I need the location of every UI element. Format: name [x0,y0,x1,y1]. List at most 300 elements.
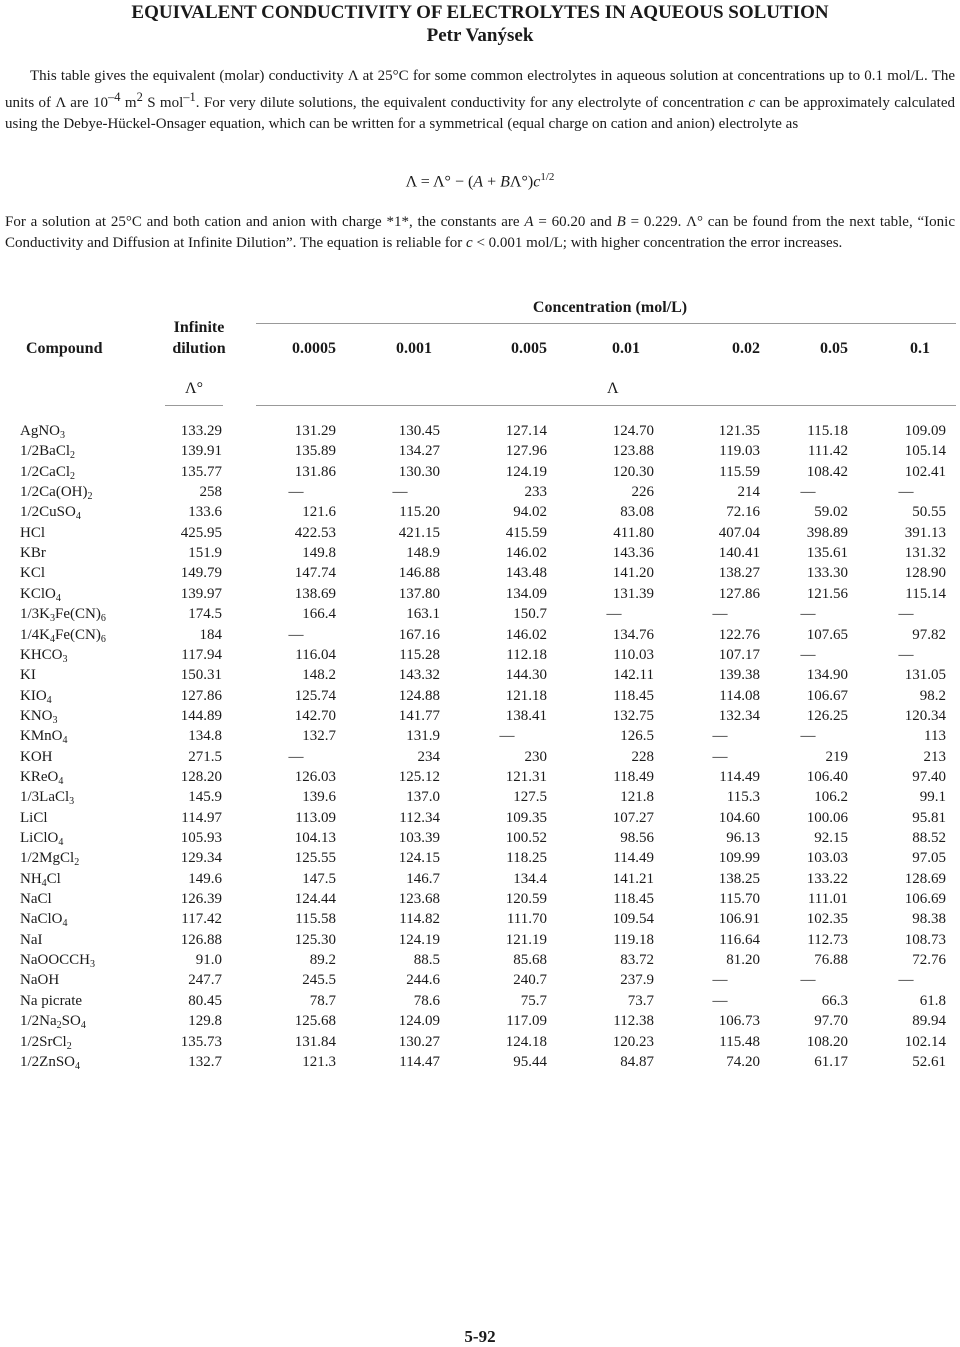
cell-value: 121.6 [302,504,336,521]
cell-value: 146.88 [398,565,440,582]
compound-name: NaOH [20,972,60,989]
cell-value: 124.44 [294,891,336,908]
cell-value: 81.20 [726,952,760,969]
cell-value: 126.03 [294,768,336,785]
cell-value: 141.77 [398,707,440,724]
cell-value: 97.05 [912,850,946,867]
cell-value: 98.38 [912,911,946,928]
compound-name: NaClO$_4$ [20,911,68,930]
cell-value: — [712,728,728,745]
col-header-0: 0.0005 [292,340,336,357]
cell-value: 143.32 [398,667,440,684]
table-row [0,706,960,726]
author-name: Petr Vanýsek [426,25,534,46]
cell-value: 114.82 [399,911,440,928]
cell-value: 89.2 [309,952,336,969]
table-row [0,502,960,522]
cell-infinite-dilution: 149.79 [180,565,222,582]
cell-value: — [898,484,914,501]
cell-value: 121.3 [302,1053,336,1070]
cell-value: 112.34 [399,809,440,826]
compound-name: Na picrate [20,992,83,1009]
compound-name: KReO$_4$ [20,768,64,787]
cell-value: 124.88 [398,687,440,704]
cell-value: 422.53 [294,524,336,541]
cell-value: 142.11 [613,667,654,684]
debye-huckel-equation [0,171,960,191]
cell-value: 121.31 [505,768,547,785]
intro-exponent-1: –4 [108,90,121,104]
table-row [0,462,960,482]
compound-name: 1/2CuSO$_4$ [20,504,81,523]
cell-value: 147.74 [294,565,336,582]
equation-exponent: 1/2 [540,171,555,183]
table-row [0,625,960,645]
cell-value: 134.27 [398,443,440,460]
table-row [0,767,960,787]
cell-value: 115.14 [905,585,946,602]
cell-value: 111.42 [807,443,848,460]
cell-value: 124.70 [612,423,654,439]
cell-infinite-dilution: 132.7 [188,1053,222,1070]
cell-value: 230 [524,748,547,765]
cell-value: 421.15 [398,524,440,541]
cell-value: 121.8 [620,789,654,806]
compound-name: LiClO$_4$ [20,830,64,848]
cell-value: 61.8 [919,992,946,1009]
cell-value: 130.30 [398,463,440,480]
cell-value: 143.48 [505,565,547,582]
cell-value: 142.70 [294,707,336,724]
compound-name: $1/3K_3Fe(CN)_6$ [20,606,106,625]
cell-value: 109.09 [904,423,946,439]
cell-value: 95.81 [912,809,946,826]
equation-var-c: c [533,173,541,191]
cell-value: 88.5 [413,952,440,969]
cell-value: 114.49 [719,768,760,785]
cell-value: 134.76 [612,626,654,643]
constants-text-3: = 60.20 and [533,214,617,230]
cell-value: 127.5 [513,789,547,806]
cell-value: 97.40 [912,768,946,785]
cell-value: 111.01 [807,891,848,908]
cell-value: 115.28 [399,646,440,663]
cell-value: — [499,728,515,745]
cell-value: — [898,972,914,989]
cell-value: 97.70 [814,1013,848,1030]
compound-name: NaCl [20,891,52,908]
cell-value: — [898,646,914,663]
document-title-block [0,0,960,47]
table-row [0,441,960,461]
intro-text-2: m [120,95,137,111]
cell-value: 102.35 [806,911,848,928]
cell-value: 75.7 [520,992,547,1009]
cell-value: 89.94 [912,1013,946,1030]
table-row [0,563,960,583]
cell-value: 124.18 [505,1033,547,1050]
cell-infinite-dilution: 80.45 [188,992,222,1009]
cell-value: 228 [631,748,654,765]
cell-value: 50.55 [912,504,946,521]
cell-infinite-dilution: 114.97 [181,809,222,826]
cell-value: 118.49 [613,768,654,785]
cell-value: 120.30 [612,463,654,480]
intro-text-1: This table gives the equivalent (molar) conductivity Λ at 25°C for some common electrolytes in aqueous solution at concentrations up to 0.1 mol/L. The units of Λ are 10 [5,68,955,111]
cell-value: 100.52 [505,830,547,846]
cell-value: 244.6 [406,972,440,989]
cell-value: 125.55 [294,850,336,867]
table-row [0,930,960,950]
cell-value: 131.05 [904,667,946,684]
table-row [0,1032,960,1052]
cell-value: — [392,484,408,501]
compound-name: 1/2CaCl$_2$ [20,463,76,482]
cell-value: — [606,606,622,623]
cell-value: 125.74 [294,687,336,704]
col-header-4: 0.02 [732,340,760,357]
cell-infinite-dilution: 129.34 [180,850,222,867]
lambda-rule [256,405,956,406]
cell-value: 95.44 [513,1053,547,1070]
cell-value: 105.14 [904,443,946,460]
cell-value: 59.02 [814,504,848,521]
infinite-header-line2: dilution [172,340,226,357]
table-row [0,543,960,563]
page-title: EQUIVALENT CONDUCTIVITY OF ELECTROLYTES IN AQUEOUS SOLUTION [131,2,829,23]
intro-text-4: . For very dilute solutions, the equivalent conductivity for any electrolyte of concentration [195,95,749,111]
cell-value: 99.1 [919,789,946,806]
cell-value: 139.6 [302,789,336,806]
compound-name: NaOOCCH$_3$ [20,952,95,971]
cell-value: 104.13 [294,830,336,846]
cell-value: 139.38 [718,667,760,684]
cell-value: 102.41 [904,463,946,480]
cell-infinite-dilution: 91.0 [195,952,222,969]
cell-value: 113.09 [295,809,336,826]
compound-name: KOH [20,748,53,765]
cell-infinite-dilution: 144.89 [180,707,222,724]
compound-name: KMnO$_4$ [20,728,68,747]
cell-value: — [288,626,304,643]
cell-value: 240.7 [513,972,547,989]
cell-value: 128.69 [904,870,946,887]
cell-value: 108.42 [806,463,848,480]
cell-value: 123.88 [612,443,654,460]
compound-name: $KIO_4$ [20,687,52,706]
cell-infinite-dilution: 150.31 [180,667,222,684]
cell-value: 114.08 [719,687,760,704]
cell-value: 123.68 [398,891,440,908]
cell-value: 115.70 [719,891,760,908]
compound-name: KCl [20,565,46,582]
cell-value: 124.09 [398,1013,440,1030]
cell-value: 112.18 [506,646,547,663]
cell-value: 137.80 [398,585,440,602]
cell-value: 114.49 [613,850,654,867]
cell-infinite-dilution: 139.91 [180,443,222,460]
cell-value: 128.90 [904,565,946,582]
compound-name: NaI [20,931,43,948]
cell-infinite-dilution: 133.29 [180,423,222,439]
lambda-symbol: Λ [607,380,619,397]
cell-value: 106.67 [806,687,848,704]
table-row [0,1052,960,1072]
cell-value: 120.23 [612,1033,654,1050]
intro-paragraph [5,66,955,135]
col-header-1: 0.001 [396,340,432,357]
cell-value: 132.75 [612,707,654,724]
cell-value: 398.89 [806,524,848,541]
cell-value: 411.80 [613,524,654,541]
table-row [0,1011,960,1031]
cell-value: 78.7 [309,992,336,1009]
constants-variable-c: c [466,235,473,251]
cell-value: 109.99 [718,850,760,867]
cell-value: 121.18 [505,687,547,704]
constants-charge: *1* [386,214,409,230]
cell-value: 114.47 [399,1053,440,1070]
compound-name: 1/3LaCl$_3$ [20,789,75,808]
cell-value: 73.7 [627,992,654,1009]
cell-value: 146.02 [505,545,547,562]
cell-value: 146.7 [406,870,440,887]
compound-name: KBr [20,545,46,562]
cell-value: 130.27 [398,1033,440,1050]
cell-value: 131.9 [406,728,440,745]
cell-value: 110.03 [613,646,654,663]
compound-name: $1/4K_4Fe(CN)_6$ [20,626,106,645]
intro-variable-c: c [748,95,756,111]
cell-value: 130.45 [398,423,440,439]
cell-infinite-dilution: 128.20 [180,768,222,785]
table-row [0,686,960,706]
cell-value: 111.70 [506,911,547,928]
cell-infinite-dilution: 174.5 [188,606,222,623]
cell-value: 116.64 [719,931,760,948]
cell-value: 117.09 [506,1013,547,1030]
cell-value: — [712,748,728,765]
cell-value: 131.29 [294,423,336,439]
cell-value: 140.41 [718,545,760,562]
cell-value: 121.35 [718,423,760,439]
lambda0-symbol: Λ° [185,380,203,397]
cell-value: 135.89 [294,443,336,460]
compound-name: LiCl [20,809,48,826]
cell-value: — [288,484,304,501]
cell-infinite-dilution: 135.77 [180,463,222,480]
cell-value: 119.18 [613,931,654,948]
constants-text-1: For a solution at 25°C and both cation and anion with charge [5,214,387,230]
cell-value: 245.5 [302,972,336,989]
cell-value: 163.1 [406,606,440,623]
cell-value: 213 [923,748,946,765]
cell-value: 94.02 [513,504,547,521]
cell-value: 233 [524,484,547,501]
table-row [0,869,960,889]
cell-value: — [800,606,816,623]
cell-value: 106.69 [904,891,946,908]
table-row [0,482,960,502]
concentration-header-rule [256,323,956,324]
cell-infinite-dilution: 127.86 [180,687,222,704]
cell-value: 109.54 [612,911,654,928]
cell-value: 72.76 [912,952,946,969]
cell-value: 144.30 [505,667,547,684]
cell-value: 143.36 [612,545,654,562]
cell-value: 72.16 [726,504,760,521]
cell-value: 131.32 [904,545,946,562]
cell-value: 78.6 [413,992,440,1009]
cell-value: 126.5 [620,728,654,745]
cell-value: 115.3 [726,789,760,806]
table-row [0,645,960,665]
cell-value: 415.59 [505,524,547,541]
cell-value: 113 [924,728,946,745]
cell-value: 131.86 [294,463,336,480]
cell-value: 92.15 [814,830,848,846]
page-number: 5-92 [464,1327,496,1346]
infinite-header-line1: Infinite [173,319,225,336]
cell-infinite-dilution: 129.8 [188,1013,222,1030]
cell-value: 214 [737,484,760,501]
cell-value: — [800,484,816,501]
constants-b: B [616,214,626,230]
cell-value: 149.8 [302,545,336,562]
cell-infinite-dilution: 184 [199,626,222,643]
cell-value: 76.88 [814,952,848,969]
cell-value: 125.30 [294,931,336,948]
cell-value: — [712,992,728,1009]
cell-value: 150.7 [513,606,547,623]
cell-value: 234 [417,748,440,765]
cell-value: 147.5 [302,870,336,887]
cell-infinite-dilution: 126.39 [180,891,222,908]
cell-infinite-dilution: 258 [199,484,222,501]
cell-value: — [800,646,816,663]
cell-value: 137.0 [406,789,440,806]
constants-text-4: = 0.229. Λ° can be found from the next table, “Ionic Conductivity and Diffusion at Infinite Dilution”. The equation is reliable for [5,214,955,251]
cell-infinite-dilution: 425.95 [180,524,222,541]
compound-name: 1/2BaCl$_2$ [20,443,76,462]
intro-exponent-3: –1 [183,90,196,104]
table-row [0,726,960,746]
cell-value: 226 [631,484,654,501]
cell-value: 98.56 [620,830,654,846]
cell-value: 125.68 [294,1013,336,1030]
cell-value: 98.2 [919,687,946,704]
table-row [0,421,960,441]
cell-value: 134.90 [806,667,848,684]
lambda0-rule [165,405,223,406]
concentration-header: Concentration (mol/L) [532,299,688,316]
table-row [0,523,960,543]
equation-lhs: Λ = Λ° − ( [405,173,474,191]
compound-name: $KNO_3$ [20,707,58,726]
cell-value: 131.84 [294,1033,336,1050]
cell-value: 120.59 [505,891,547,908]
table-row [0,808,960,828]
compound-name: 1/2MgCl$_2$ [20,850,80,869]
cell-value: 115.20 [399,504,440,521]
cell-value: 146.02 [505,626,547,643]
cell-value: 237.9 [620,972,654,989]
col-header-2: 0.005 [511,340,547,357]
cell-value: 219 [825,748,848,765]
cell-value: 133.30 [806,565,848,582]
cell-value: 148.9 [406,545,440,562]
cell-value: 148.2 [302,667,336,684]
cell-value: 97.82 [912,626,946,643]
cell-value: 83.08 [620,504,654,521]
equation-const-b: B [500,173,510,191]
cell-value: 138.41 [505,707,547,724]
table-row [0,970,960,990]
compound-name: HCl [20,524,46,541]
cell-value: 84.87 [620,1053,654,1070]
col-header-6: 0.1 [910,340,930,357]
cell-value: 112.73 [807,931,848,948]
compound-name: 1/2ZnSO$_4$ [20,1053,81,1072]
table-row [0,950,960,970]
cell-value: 135.61 [806,545,848,562]
cell-value: 119.03 [719,443,760,460]
constants-paragraph [5,212,955,254]
cell-value: 85.68 [513,952,547,969]
cell-value: 106.91 [718,911,760,928]
cell-value: 115.59 [719,463,760,480]
cell-infinite-dilution: 247.7 [188,972,222,989]
cell-value: — [800,728,816,745]
col-header-5: 0.05 [820,340,848,357]
cell-value: 108.20 [806,1033,848,1050]
table-row [0,848,960,868]
cell-value: 83.72 [620,952,654,969]
cell-value: 66.3 [821,992,848,1009]
cell-value: 127.86 [718,585,760,602]
cell-value: 407.04 [718,524,760,541]
cell-value: 133.22 [806,870,848,887]
cell-value: — [800,972,816,989]
cell-infinite-dilution: 105.93 [180,830,222,846]
table-row [0,604,960,624]
cell-value: 125.12 [398,768,440,785]
cell-value: 134.4 [513,870,547,887]
cell-value: — [898,606,914,623]
cell-value: 118.45 [613,891,654,908]
table-row [0,584,960,604]
cell-value: 74.20 [726,1053,760,1070]
cell-value: 121.19 [505,931,547,948]
table-row [0,991,960,1011]
cell-value: 106.2 [814,789,848,806]
cell-value: 122.76 [718,626,760,643]
cell-infinite-dilution: 149.6 [188,870,222,887]
equation-mid: Λ°) [509,173,534,191]
cell-value: 116.04 [295,646,336,663]
cell-value: 127.14 [505,423,547,439]
cell-value: 115.48 [719,1033,760,1050]
cell-value: 52.61 [912,1053,946,1070]
cell-value: 124.19 [398,931,440,948]
cell-value: 124.15 [398,850,440,867]
cell-infinite-dilution: 139.97 [180,585,222,602]
cell-value: 102.14 [904,1033,946,1050]
cell-value: 96.13 [726,830,760,846]
cell-value: 104.60 [718,809,760,826]
cell-value: 115.18 [807,423,848,439]
cell-value: 131.39 [612,585,654,602]
